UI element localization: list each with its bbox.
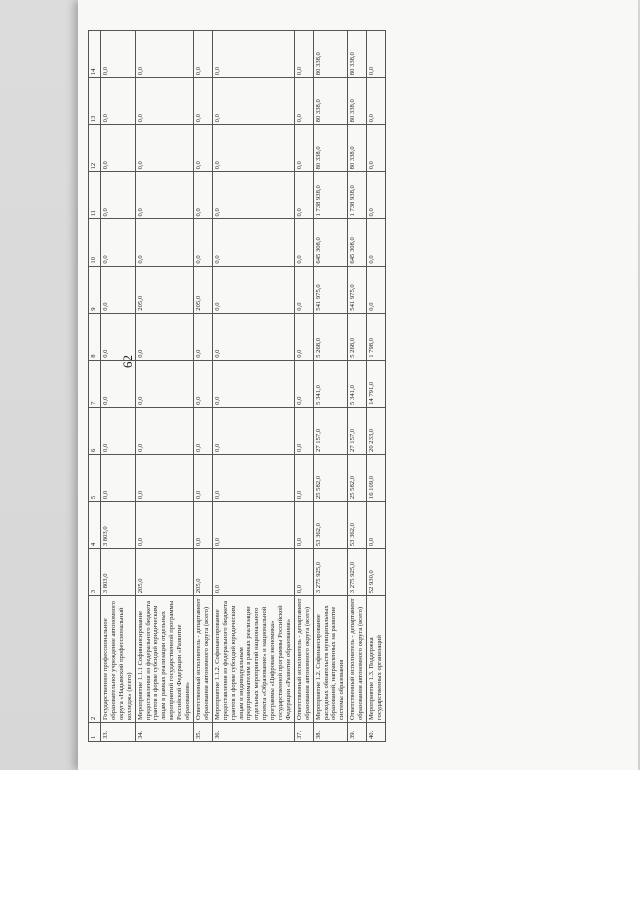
value-cell: 1 738 938,0 [348, 172, 367, 219]
table-row [294, 31, 313, 742]
value-cell: 0,0 [294, 266, 313, 313]
value-cell: 0,0 [294, 31, 313, 78]
row-description: Мероприятие 1.2. Софинансирование расходных обязательств муниципальных образований, направленных на развитие системы образования [313, 596, 348, 723]
value-cell: 0,0 [212, 313, 294, 360]
row-description: Ответственный исполнитель - департамент образования автономного округа (всего) [294, 596, 313, 723]
value-cell: 80 338,0 [348, 125, 367, 172]
value-cell: 0,0 [135, 454, 193, 501]
value-cell: 27 157,0 [348, 407, 367, 454]
row-description: Ответственный исполнитель - департамент образования автономного округа (всего) [193, 596, 212, 723]
value-cell: 0,0 [294, 407, 313, 454]
table-row [135, 31, 193, 742]
value-cell: 541 975,0 [313, 266, 348, 313]
table-row [101, 31, 136, 742]
table-row [193, 31, 212, 742]
value-cell: 3 275 925,0 [348, 549, 367, 596]
value-cell: 1 798,0 [367, 313, 386, 360]
budget-table [88, 30, 386, 742]
value-cell: 52 930,0 [367, 549, 386, 596]
value-cell: 14 791,0 [367, 360, 386, 407]
value-cell: 0,0 [367, 219, 386, 266]
value-cell: 5 341,0 [313, 360, 348, 407]
value-cell: 0,0 [193, 172, 212, 219]
column-number: 3 [89, 549, 101, 596]
value-cell: 0,0 [135, 219, 193, 266]
value-cell: 80 338,0 [348, 31, 367, 78]
value-cell: 0,0 [135, 407, 193, 454]
value-cell: 0,0 [294, 313, 313, 360]
row-description: Мероприятие 1.1.1 Софинансирование предоставления из федерального бюджета грантов в форме субсидий юридическим лицам в рамках реализации отдельных мероприятий государственной программы Российской Федерации «Развитие образования» [135, 596, 193, 723]
row-description: Мероприятие 1.3. Поддержка государственных организаций [367, 596, 386, 723]
value-cell: 0,0 [367, 502, 386, 549]
value-cell: 0,0 [294, 172, 313, 219]
column-number: 14 [89, 31, 101, 78]
value-cell: 0,0 [212, 125, 294, 172]
value-cell: 0,0 [212, 31, 294, 78]
column-number: 6 [89, 407, 101, 454]
column-number: 8 [89, 313, 101, 360]
value-cell: 0,0 [135, 313, 193, 360]
value-cell: 0,0 [135, 502, 193, 549]
value-cell: 0,0 [367, 125, 386, 172]
table-row [348, 31, 367, 742]
column-number: 4 [89, 502, 101, 549]
value-cell: 0,0 [212, 407, 294, 454]
value-cell: 205,0 [135, 549, 193, 596]
value-cell: 80 338,0 [313, 125, 348, 172]
value-cell: 0,0 [193, 125, 212, 172]
value-cell: 0,0 [294, 360, 313, 407]
table-row [212, 31, 294, 742]
value-cell: 0,0 [193, 502, 212, 549]
table-header-row [89, 31, 101, 742]
value-cell: 53 362,0 [313, 502, 348, 549]
value-cell: 205,0 [135, 266, 193, 313]
row-description: Ответственный исполнитель - департамент образования автономного округа (всего) [348, 596, 367, 723]
value-cell: 541 975,0 [348, 266, 367, 313]
value-cell: 0,0 [135, 125, 193, 172]
value-cell: 80 338,0 [313, 31, 348, 78]
column-number: 1 [89, 723, 101, 742]
column-number: 9 [89, 266, 101, 313]
value-cell: 0,0 [193, 78, 212, 125]
row-number: 36. [212, 723, 294, 742]
value-cell: 0,0 [212, 549, 294, 596]
value-cell: 0,0 [294, 219, 313, 266]
table-row [313, 31, 348, 742]
value-cell: 0,0 [367, 78, 386, 125]
column-number: 5 [89, 454, 101, 501]
row-description: Мероприятие 1.1.2. Софинансирование предоставления из федерального бюджета грантов в форме субсидий юридическим лицам и индивидуальным предпринимателям в рамках реализации отдельных мероприятий национального проекта «Образование» и национальной программы «Цифровая экономика» государственной программы Российской Федерации «Развитие образования» [212, 596, 294, 723]
value-cell: 645 308,0 [313, 219, 348, 266]
rotated-table-container [88, 30, 598, 742]
page-number: 62 [120, 355, 135, 368]
value-cell: 5 268,0 [313, 313, 348, 360]
column-number: 2 [89, 596, 101, 723]
value-cell: 645 308,0 [348, 219, 367, 266]
row-number: 35. [193, 723, 212, 742]
row-number: 40. [367, 723, 386, 742]
value-cell: 80 338,0 [313, 78, 348, 125]
value-cell: 0,0 [193, 219, 212, 266]
value-cell: 0,0 [135, 78, 193, 125]
blank-area [0, 770, 640, 905]
value-cell: 0,0 [193, 313, 212, 360]
value-cell: 0,0 [193, 31, 212, 78]
value-cell: 0,0 [193, 407, 212, 454]
value-cell: 0,0 [367, 31, 386, 78]
value-cell: 0,0 [101, 454, 136, 501]
value-cell: 53 362,0 [348, 502, 367, 549]
column-number: 12 [89, 125, 101, 172]
table-body [89, 31, 386, 742]
value-cell: 0,0 [135, 172, 193, 219]
row-number: 34. [135, 723, 193, 742]
value-cell: 3 803,0 [101, 502, 136, 549]
row-number: 37. [294, 723, 313, 742]
value-cell: 3 803,0 [101, 549, 136, 596]
value-cell: 0,0 [212, 219, 294, 266]
value-cell: 0,0 [212, 78, 294, 125]
value-cell: 205,0 [193, 266, 212, 313]
value-cell: 3 275 925,0 [313, 549, 348, 596]
value-cell: 5 341,0 [348, 360, 367, 407]
value-cell: 0,0 [212, 454, 294, 501]
value-cell: 5 268,0 [348, 313, 367, 360]
value-cell: 0,0 [294, 125, 313, 172]
value-cell: 0,0 [367, 266, 386, 313]
value-cell: 25 582,0 [348, 454, 367, 501]
value-cell: 27 157,0 [313, 407, 348, 454]
row-description: Государственное профессиональное образовательное учреждение автономного округа «Надымский профессиональный колледж» (всего) [101, 596, 136, 723]
value-cell: 0,0 [101, 266, 136, 313]
value-cell: 0,0 [135, 360, 193, 407]
value-cell: 0,0 [101, 172, 136, 219]
row-number: 38. [313, 723, 348, 742]
value-cell: 0,0 [135, 31, 193, 78]
table-row [367, 31, 386, 742]
value-cell: 0,0 [101, 78, 136, 125]
value-cell: 0,0 [101, 360, 136, 407]
value-cell: 205,0 [193, 549, 212, 596]
value-cell: 0,0 [294, 78, 313, 125]
value-cell: 0,0 [101, 31, 136, 78]
row-number: 39. [348, 723, 367, 742]
value-cell: 20 233,0 [367, 407, 386, 454]
value-cell: 0,0 [212, 172, 294, 219]
value-cell: 0,0 [193, 360, 212, 407]
value-cell: 0,0 [101, 219, 136, 266]
value-cell: 0,0 [212, 360, 294, 407]
row-number: 33. [101, 723, 136, 742]
value-cell: 1 738 938,0 [313, 172, 348, 219]
value-cell: 0,0 [294, 549, 313, 596]
column-number: 13 [89, 78, 101, 125]
value-cell: 0,0 [101, 407, 136, 454]
value-cell: 80 338,0 [348, 78, 367, 125]
value-cell: 16 109,0 [367, 454, 386, 501]
value-cell: 0,0 [101, 125, 136, 172]
value-cell: 0,0 [193, 454, 212, 501]
value-cell: 0,0 [101, 313, 136, 360]
value-cell: 0,0 [294, 502, 313, 549]
value-cell: 0,0 [212, 266, 294, 313]
column-number: 11 [89, 172, 101, 219]
column-number: 7 [89, 360, 101, 407]
column-number: 10 [89, 219, 101, 266]
value-cell: 0,0 [212, 502, 294, 549]
value-cell: 0,0 [367, 172, 386, 219]
value-cell: 25 582,0 [313, 454, 348, 501]
value-cell: 0,0 [294, 454, 313, 501]
